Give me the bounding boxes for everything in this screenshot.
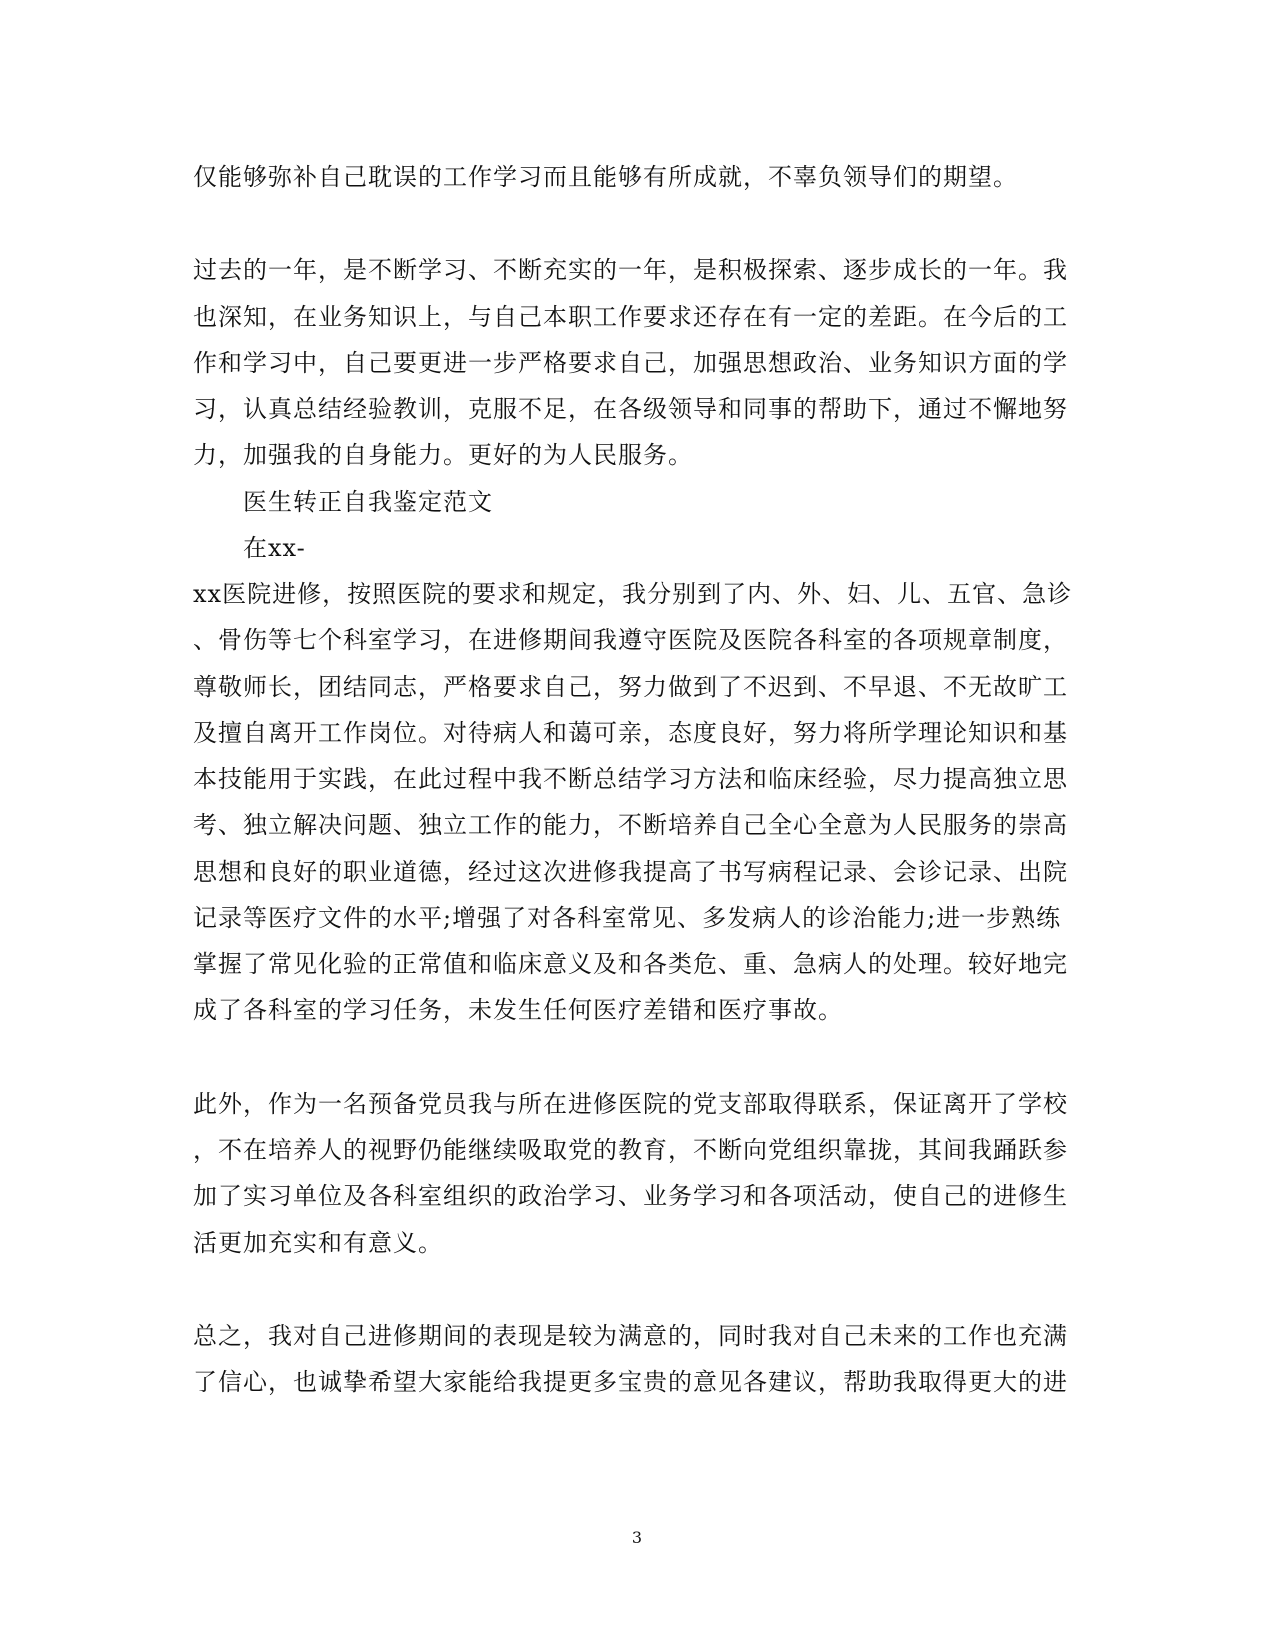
text-line: 本技能用于实践，在此过程中我不断总结学习方法和临床经验，尽力提高独立思 bbox=[193, 765, 1068, 793]
text-line: 加了实习单位及各科室组织的政治学习、业务学习和各项活动，使自己的进修生 bbox=[193, 1182, 1068, 1210]
text-line: 习，认真总结经验教训，克服不足，在各级领导和同事的帮助下，通过不懈地努 bbox=[193, 395, 1068, 423]
text-line: 总之，我对自己进修期间的表现是较为满意的，同时我对自己未来的工作也充满 bbox=[193, 1322, 1068, 1350]
text-line: xx医院进修，按照医院的要求和规定，我分别到了内、外、妇、儿、五官、急诊 bbox=[193, 580, 1073, 608]
text-line: 力，加强我的自身能力。更好的为人民服务。 bbox=[193, 441, 693, 469]
text-line: 尊敬师长，团结同志，严格要求自己，努力做到了不迟到、不早退、不无故旷工 bbox=[193, 673, 1068, 701]
text-line: 活更加充实和有意义。 bbox=[193, 1229, 443, 1257]
text-line: 成了各科室的学习任务，未发生任何医疗差错和医疗事故。 bbox=[193, 996, 843, 1024]
page-number: 3 bbox=[631, 1528, 643, 1547]
text-line: 及擅自离开工作岗位。对待病人和蔼可亲，态度良好，努力将所学理论知识和基 bbox=[193, 719, 1068, 747]
text-line: 也深知，在业务知识上，与自己本职工作要求还存在有一定的差距。在今后的工 bbox=[193, 303, 1068, 331]
text-line: 在xx- bbox=[243, 534, 306, 562]
text-line: 仅能够弥补自己耽误的工作学习而且能够有所成就，不辜负领导们的期望。 bbox=[193, 163, 1018, 191]
text-line: 、骨伤等七个科室学习，在进修期间我遵守医院及医院各科室的各项规章制度， bbox=[193, 626, 1068, 654]
text-line: 考、独立解决问题、独立工作的能力，不断培养自己全心全意为人民服务的崇高 bbox=[193, 811, 1068, 839]
text-line: 作和学习中，自己要更进一步严格要求自己，加强思想政治、业务知识方面的学 bbox=[193, 349, 1068, 377]
text-line: 了信心，也诚挚希望大家能给我提更多宝贵的意见各建议，帮助我取得更大的进 bbox=[193, 1368, 1068, 1396]
section-heading: 医生转正自我鉴定范文 bbox=[243, 488, 493, 516]
text-line: 过去的一年，是不断学习、不断充实的一年，是积极探索、逐步成长的一年。我 bbox=[193, 256, 1068, 284]
text-line: 思想和良好的职业道德，经过这次进修我提高了书写病程记录、会诊记录、出院 bbox=[193, 858, 1068, 886]
text-line: 此外，作为一名预备党员我与所在进修医院的党支部取得联系，保证离开了学校 bbox=[193, 1090, 1068, 1118]
text-line: 掌握了常见化验的正常值和临床意义及和各类危、重、急病人的处理。较好地完 bbox=[193, 950, 1068, 978]
text-line: ，不在培养人的视野仍能继续吸取党的教育，不断向党组织靠拢，其间我踊跃参 bbox=[193, 1136, 1068, 1164]
text-line: 记录等医疗文件的水平;增强了对各科室常见、多发病人的诊治能力;进一步熟练 bbox=[193, 904, 1062, 932]
